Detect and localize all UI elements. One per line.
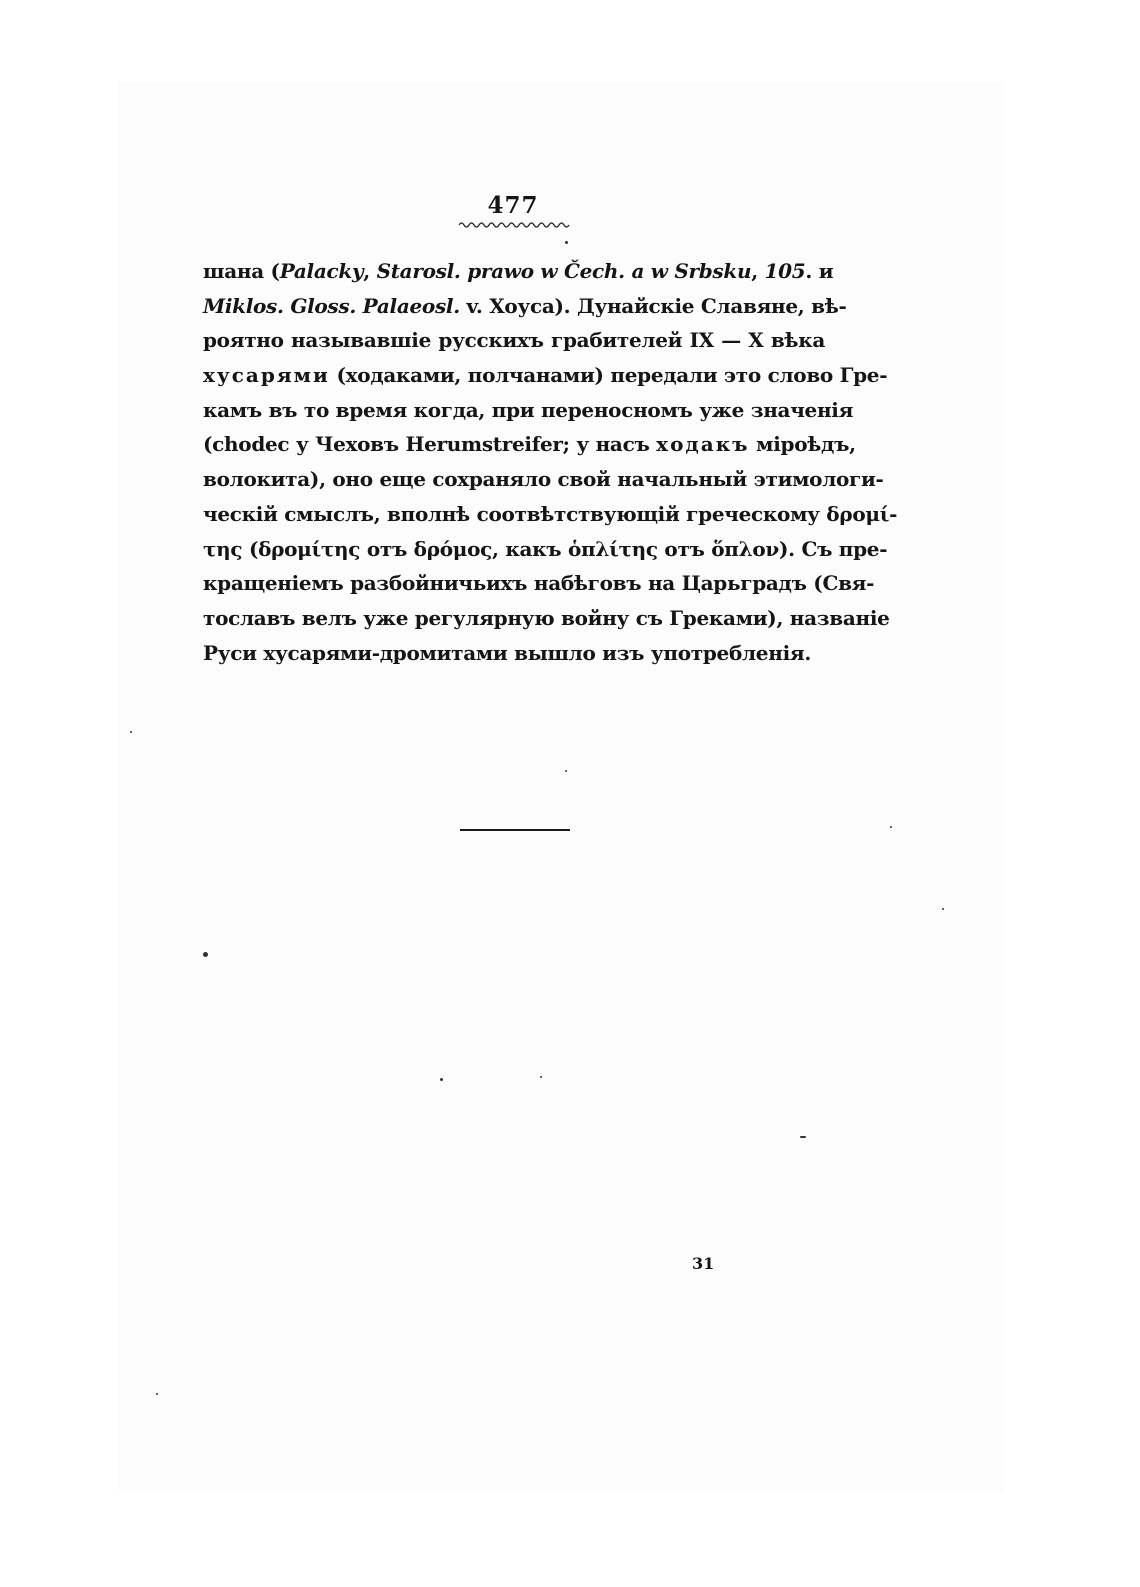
emphasized-word: ходакъ: [656, 432, 750, 457]
text-line: [203, 289, 847, 324]
text-line: тославъ велъ уже регулярную войну съ Греками), названіе: [203, 605, 890, 630]
text-line: Руси хусарями-дромитами вышло изъ употребленія.: [203, 640, 812, 665]
citation-title: Miklos. Gloss. Palaeosl.: [203, 293, 460, 318]
scan-speck: [156, 1393, 158, 1395]
citation-author: Palacky: [279, 259, 364, 283]
scan-speck: [540, 1076, 542, 1078]
text-run: міроѣдъ,: [749, 432, 856, 457]
text-run: ,: [751, 259, 765, 283]
text-line: волокита), оно еще сохраняло свой начальный этимологи-: [203, 467, 884, 492]
scan-speck: [130, 731, 132, 733]
text-run: шана (: [203, 259, 280, 283]
scan-speck: [890, 826, 892, 828]
text-run: ,: [363, 259, 377, 283]
text-run: (ходаками, полчанами) передали это слово Гре-: [329, 363, 888, 388]
scan-speck: [565, 241, 568, 244]
body-text: [203, 254, 898, 670]
scan-speck: [800, 1136, 806, 1138]
text-line: ческій смыслъ, вполнѣ соотвѣтствующій греческому δρομί-: [203, 501, 898, 526]
section-end-rule: [460, 829, 570, 831]
wavy-ornament-rule: [459, 221, 569, 229]
text-run: . и: [805, 259, 834, 283]
scan-speck: [942, 908, 944, 910]
text-line: [203, 358, 888, 393]
text-run: (chodec у Чеховъ Herumstreifer; у насъ: [203, 432, 657, 457]
text-run: v. Хоуса). Дунайскіе Славяне, вѣ-: [459, 293, 847, 318]
scan-speck: [203, 952, 208, 957]
text-line: [203, 427, 856, 462]
text-line: кращеніемъ разбойничьихъ набѣговъ на Царьградъ (Свя-: [203, 571, 875, 596]
scan-speck: [565, 770, 567, 772]
text-line: [203, 254, 834, 289]
text-line: камъ въ то время когда, при переносномъ уже значенія: [203, 397, 854, 422]
emphasized-word: хусарями: [203, 363, 330, 388]
citation-title: Starosl. prawo w Čech. a w Srbsku: [376, 259, 752, 283]
citation-page: 105: [764, 259, 806, 283]
scan-speck: [440, 1078, 443, 1081]
page-number: 477: [487, 192, 539, 219]
text-line: роятно называвшіе русскихъ грабителей IX — X вѣка: [203, 328, 825, 353]
printer-signature-mark: 31: [692, 1254, 715, 1273]
text-line: της (δρομίτης отъ δρόμος, какъ ὁπλίτης отъ ὅπλον). Съ пре-: [203, 536, 888, 561]
